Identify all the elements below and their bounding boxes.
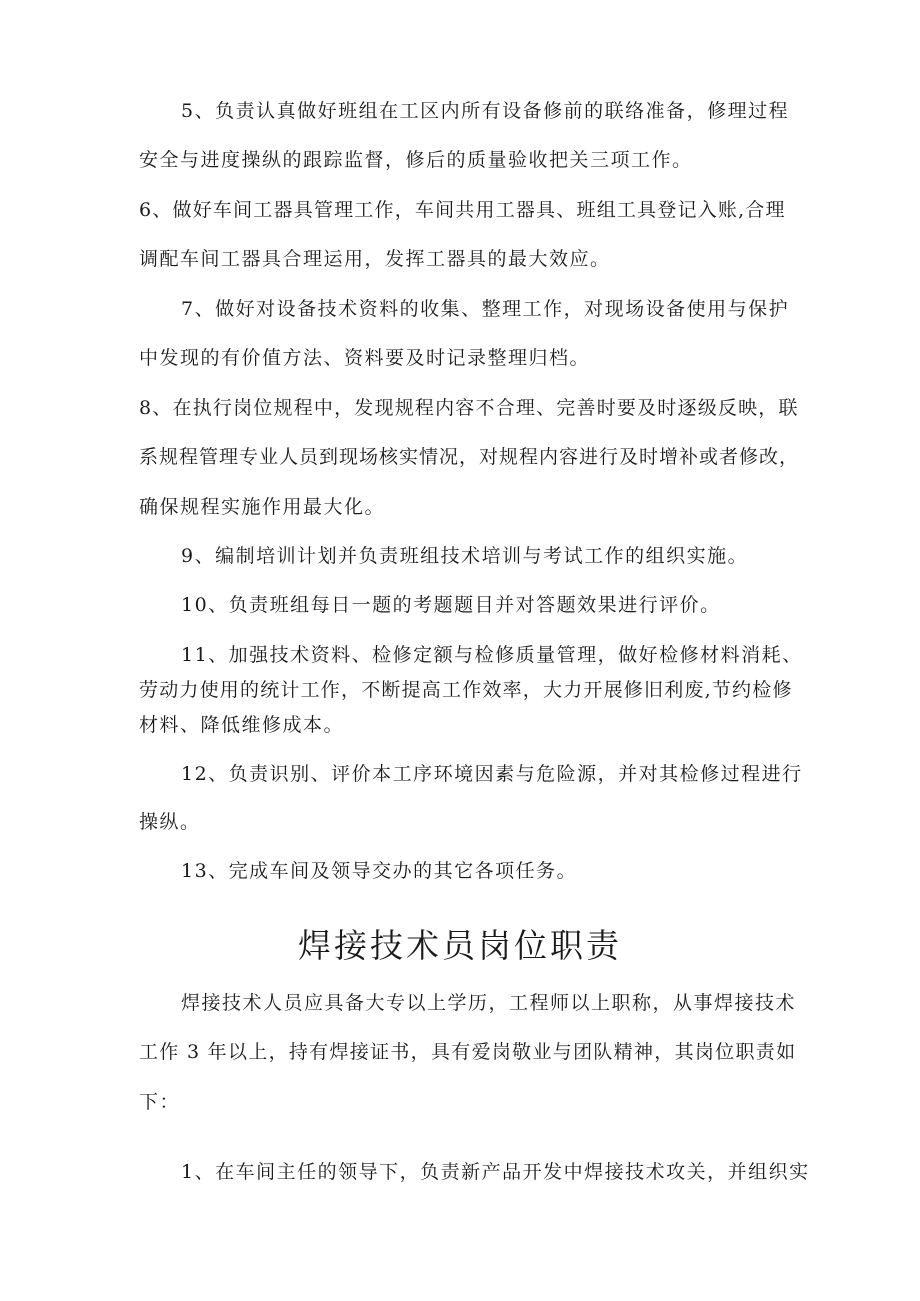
item-6-line-2: 调配车间工器具合理运用，发挥工器具的最大效应。 — [139, 248, 611, 270]
intro-line-1: 焊接技术人员应具备大专以上学历，工程师以上职称，从事焊接技术 — [181, 992, 797, 1014]
item-8-line-2: 系规程管理专业人员到现场核实情况，对规程内容进行及时增补或者修改， — [139, 446, 800, 468]
item-7-line-2: 中发现的有价值方法、资料要及时记录整理归档。 — [139, 347, 591, 369]
item-7-line-1: 7、做好对设备技术资料的收集、整理工作，对现场设备使用与保护 — [181, 298, 790, 320]
item-12-line-1: 12、负责识别、评价本工序环境因素与危险源，并对其检修过程进行 — [181, 763, 803, 785]
intro-line-3: 下： — [139, 1091, 181, 1113]
item-8-line-3: 确保规程实施作用最大化。 — [139, 496, 386, 518]
item-11-line-1: 11、加强技术资料、检修定额与检修质量管理，做好检修材料消耗、 — [181, 644, 803, 666]
item-6-line-1: 6、做好车间工器具管理工作，车间共用工器具、班组工具登记入账,合理 — [139, 199, 786, 221]
item-11-line-2: 劳动力使用的统计工作，不断提高工作效率，大力开展修旧利废,节约检修 — [139, 679, 793, 701]
item-11-line-3: 材料、降低维修成本。 — [139, 714, 345, 736]
item-5-line-2: 安全与进度操纵的跟踪监督，修后的质量验收把关三项工作。 — [139, 149, 693, 171]
item-8-line-1: 8、在执行岗位规程中，发现规程内容不合理、完善时要及时逐级反映，联 — [139, 397, 799, 419]
section-title: 焊接技术员岗位职责 — [298, 926, 622, 965]
item-12-line-2: 操纵。 — [139, 811, 201, 833]
item-9-line-1: 9、编制培训计划并负责班组技术培训与考试工作的组织实施。 — [181, 545, 749, 567]
item-10-line-1: 10、负责班组每日一题的考题题目并对答题效果进行评价。 — [181, 594, 721, 616]
intro-line-2: 工作 3 年以上，持有焊接证书，具有爱岗敬业与团队精神，其岗位职责如 — [139, 1041, 797, 1063]
item-5-line-1: 5、负责认真做好班组在工区内所有设备修前的联络准备，修理过程 — [181, 100, 790, 122]
duty-1-line-1: 1、在车间主任的领导下，负责新产品开发中焊接技术攻关，并组织实 — [181, 1161, 810, 1183]
item-13-line-1: 13、完成车间及领导交办的其它各项任务。 — [181, 860, 578, 882]
